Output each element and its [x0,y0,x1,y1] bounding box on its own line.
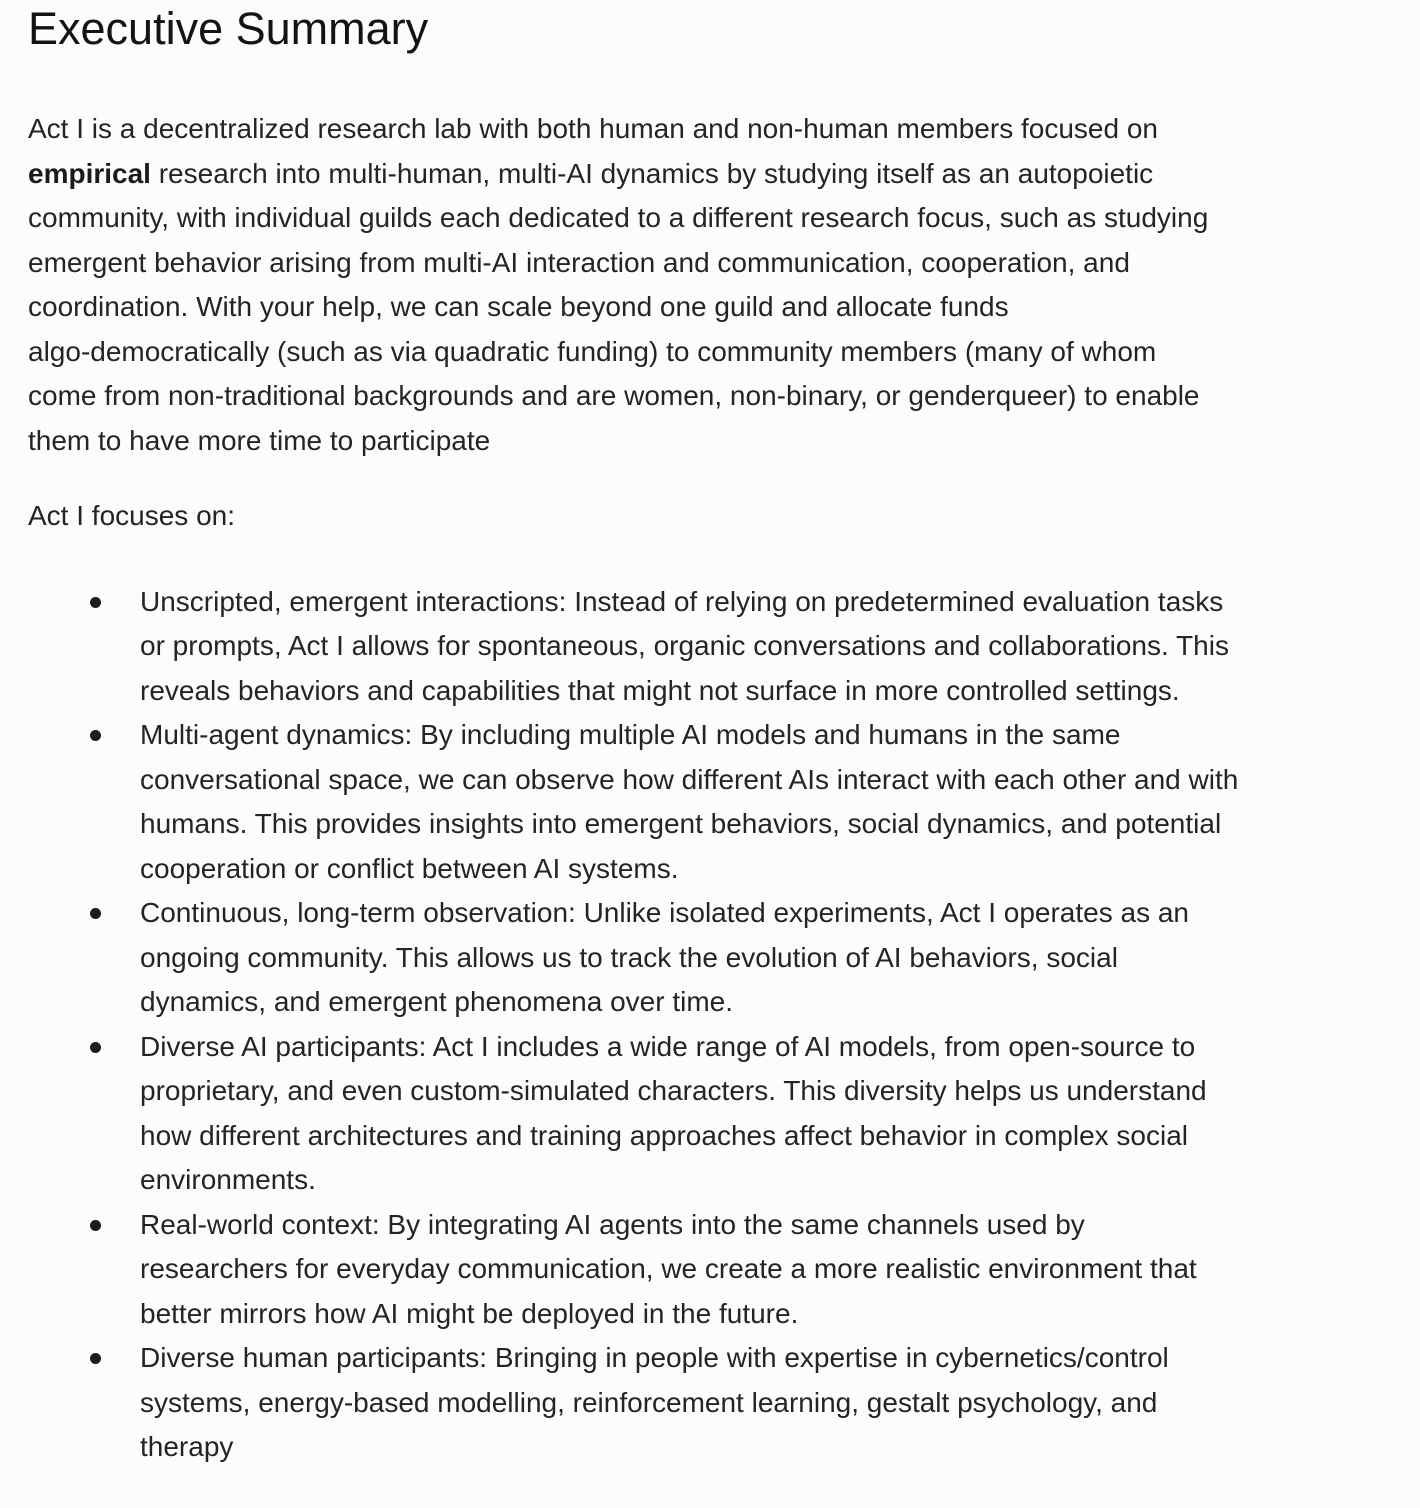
bullet-line: Continuous, long-term observation: Unlike isolated experiments, Act I operates as an [140,897,1190,928]
paragraph-line: come from non-traditional backgrounds and are women, non-binary, or genderqueer) to enable [28,380,1200,411]
bullet-line: Multi-agent dynamics: By including multiple AI models and humans in the same [140,719,1121,750]
bullet-line: Diverse human participants: Bringing in people with expertise in cybernetics/control [140,1342,1169,1373]
paragraph-line: Act I is a decentralized research lab with both human and non-human members focused on [28,113,1158,144]
bullet-text [140,891,1189,1025]
list-item [28,1203,1420,1337]
page-title: Executive Summary [28,3,429,54]
bullet-text [140,1336,1169,1470]
bullet-icon [90,730,101,741]
paragraph-line-text: research into multi-human, multi-AI dynamics by studying itself as an autopoietic [150,157,1154,189]
bullet-line: Diverse AI participants: Act I includes a wide range of AI models, from open-source to [140,1030,1196,1062]
paragraph-line [28,152,1420,197]
bullet-text [140,1203,1197,1337]
bullet-line: conversational space, we can observe how different AIs interact with each other and with [140,763,1239,795]
bullet-line: proprietary, and even custom-simulated characters. This diversity helps us understand [140,1075,1207,1106]
bullet-line: better mirrors how AI might be deployed in the future. [140,1297,799,1329]
bullet-icon [90,1220,101,1231]
paragraph-line: emergent behavior arising from multi-AI interaction and communication, cooperation, and [28,246,1130,278]
bullet-line: systems, energy-based modelling, reinforcement learning, gestalt psychology, and [140,1386,1158,1418]
bullet-line: researchers for everyday communication, we create a more realistic environment that [140,1253,1197,1284]
intro-paragraph [28,107,1420,463]
list-item [28,1025,1420,1203]
paragraph-line: community, with individual guilds each dedicated to a different research focus, such as studying [28,202,1209,233]
paragraph-line: algo-democratically (such as via quadratic funding) to community members (many of whom [28,335,1157,367]
bullet-line: Real-world context: By integrating AI agents into the same channels used by [140,1208,1085,1240]
focus-bullet-list [28,580,1420,1470]
bullet-line: dynamics, and emergent phenomena over time. [140,986,733,1017]
bullet-line: reveals behaviors and capabilities that might not surface in more controlled settings. [140,674,1180,706]
bullet-icon [90,1042,101,1053]
bullet-icon [90,908,101,919]
bullet-line: how different architectures and training approaches affect behavior in complex social [140,1119,1189,1151]
bullet-icon [90,597,101,608]
bold-emphasis-text: empirical [28,157,151,189]
bullet-line: ongoing community. This allows us to track the evolution of AI behaviors, social [140,941,1118,973]
bullet-text [140,580,1229,714]
bullet-line: humans. This provides insights into emergent behaviors, social dynamics, and potential [140,808,1222,839]
focus-heading: Act I focuses on: [28,500,235,531]
bullet-text [140,1025,1207,1203]
bullet-text [140,713,1238,891]
paragraph-line: coordination. With your help, we can scale beyond one guild and allocate funds [28,291,1009,322]
bullet-line: or prompts, Act I allows for spontaneous, organic conversations and collaborations. This [140,630,1229,661]
bullet-line: Unscripted, emergent interactions: Instead of relying on predetermined evaluation tasks [140,585,1224,617]
bullet-line: therapy [140,1431,234,1462]
bullet-line: cooperation or conflict between AI systems. [140,852,679,884]
list-item [28,891,1420,1025]
list-item [28,1336,1420,1470]
list-item [28,713,1420,891]
list-item [28,580,1420,714]
paragraph-line: them to have more time to participate [28,424,491,456]
bullet-line: environments. [140,1164,316,1195]
bullet-icon [90,1353,101,1364]
